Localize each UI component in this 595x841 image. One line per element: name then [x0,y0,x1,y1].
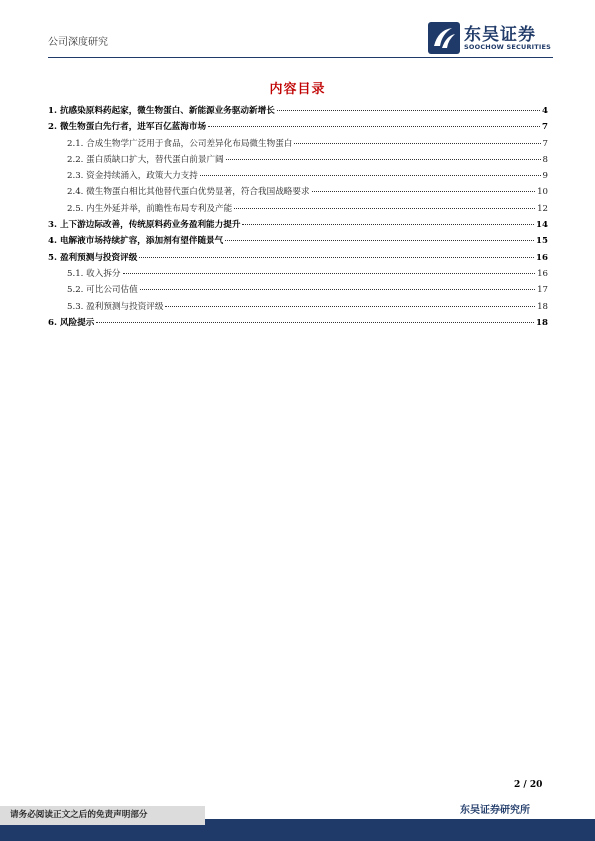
toc-entry[interactable] [48,202,548,218]
toc-entry-text: 3. 上下游边际改善，传统原料药业务盈利能力提升 [48,220,241,231]
toc-entry-page: 18 [536,317,548,328]
toc-entry-page: 16 [537,268,548,279]
toc-entry[interactable] [48,300,548,316]
footer-org-name: 东吴证券研究所 [460,805,530,816]
toc-entry-text: 2.4. 微生物蛋白相比其他替代蛋白优势显著，符合我国战略要求 [67,187,310,198]
toc-dot-leader [140,289,535,290]
toc-entry-page: 15 [536,236,548,247]
toc-entry-text: 5.1. 收入拆分 [67,268,121,279]
toc-entry-text: 2. 微生物蛋白先行者，进军百亿蓝海市场 [48,122,207,133]
toc-dot-leader [226,159,541,160]
toc-dot-leader [208,126,540,127]
toc-dot-leader [225,240,534,241]
toc-entry-page: 12 [537,203,548,214]
report-type-label: 公司深度研究 [48,37,108,48]
toc-entry-page: 16 [536,252,548,263]
toc-entry-text: 2.3. 资金持续涌入，政策大力支持 [67,171,198,182]
toc-entry[interactable] [48,120,548,136]
toc-dot-leader [277,110,540,111]
toc-entry-text: 5.2. 可比公司估值 [67,285,138,296]
toc-entry[interactable] [48,153,548,169]
disclaimer-note: 请务必阅读正文之后的免责声明部分 [0,806,205,825]
toc-entry-page: 14 [536,220,548,231]
toc-dot-leader [139,257,534,258]
toc-title: 内容目录 [269,82,326,97]
toc-entry-page: 7 [542,122,548,133]
toc-entry-page: 10 [537,187,548,198]
toc-dot-leader [96,322,534,323]
toc-entry[interactable] [48,234,548,250]
toc-dot-leader [165,306,535,307]
toc-entry[interactable] [48,283,548,299]
header-divider [48,57,553,58]
toc-entry[interactable] [48,104,548,120]
toc-entry-text: 4. 电解液市场持续扩容，添加剂有望伴随景气 [48,236,224,247]
toc-dot-leader [294,143,540,144]
toc-entry-text: 2.5. 内生外延并举，前瞻性布局专利及产能 [67,203,233,214]
toc-entry[interactable] [48,267,548,283]
company-logo [428,20,558,56]
toc-dot-leader [242,224,534,225]
toc-entry-page: 7 [542,138,548,149]
soochow-logo-icon [428,22,460,54]
logo-cn-text: 东吴证券 [464,25,536,45]
toc-entry-page: 4 [542,106,548,116]
logo-en-text: SOOCHOW SECURITIES [464,43,552,51]
toc-entry[interactable] [48,185,548,201]
toc-entry[interactable] [48,251,548,267]
toc-entry[interactable] [48,316,548,332]
toc-entry[interactable] [48,218,548,234]
toc-entry-text: 2.2. 蛋白质缺口扩大，替代蛋白前景广阔 [67,154,224,165]
table-of-contents [48,104,548,332]
toc-dot-leader [123,273,536,274]
toc-entry[interactable] [48,137,548,153]
toc-entry-page: 17 [537,285,548,296]
toc-entry-text: 5. 盈利预测与投资评级 [48,252,138,263]
toc-entry-page: 8 [542,154,548,165]
toc-entry[interactable] [48,169,548,185]
toc-entry-text: 2.1. 合成生物学广泛用于食品，公司差异化布局微生物蛋白 [67,138,293,149]
toc-entry-text: 6. 风险提示 [48,317,95,328]
toc-entry-page: 9 [542,171,548,182]
toc-dot-leader [200,175,541,176]
page-number: 2 / 20 [514,780,543,790]
toc-entry-text: 5.3. 盈利预测与投资评级 [67,301,164,312]
toc-dot-leader [312,191,535,192]
toc-dot-leader [234,208,535,209]
toc-entry-page: 18 [537,301,548,312]
toc-entry-text: 1. 抗感染原料药起家，微生物蛋白、新能源业务驱动新增长 [48,106,275,116]
